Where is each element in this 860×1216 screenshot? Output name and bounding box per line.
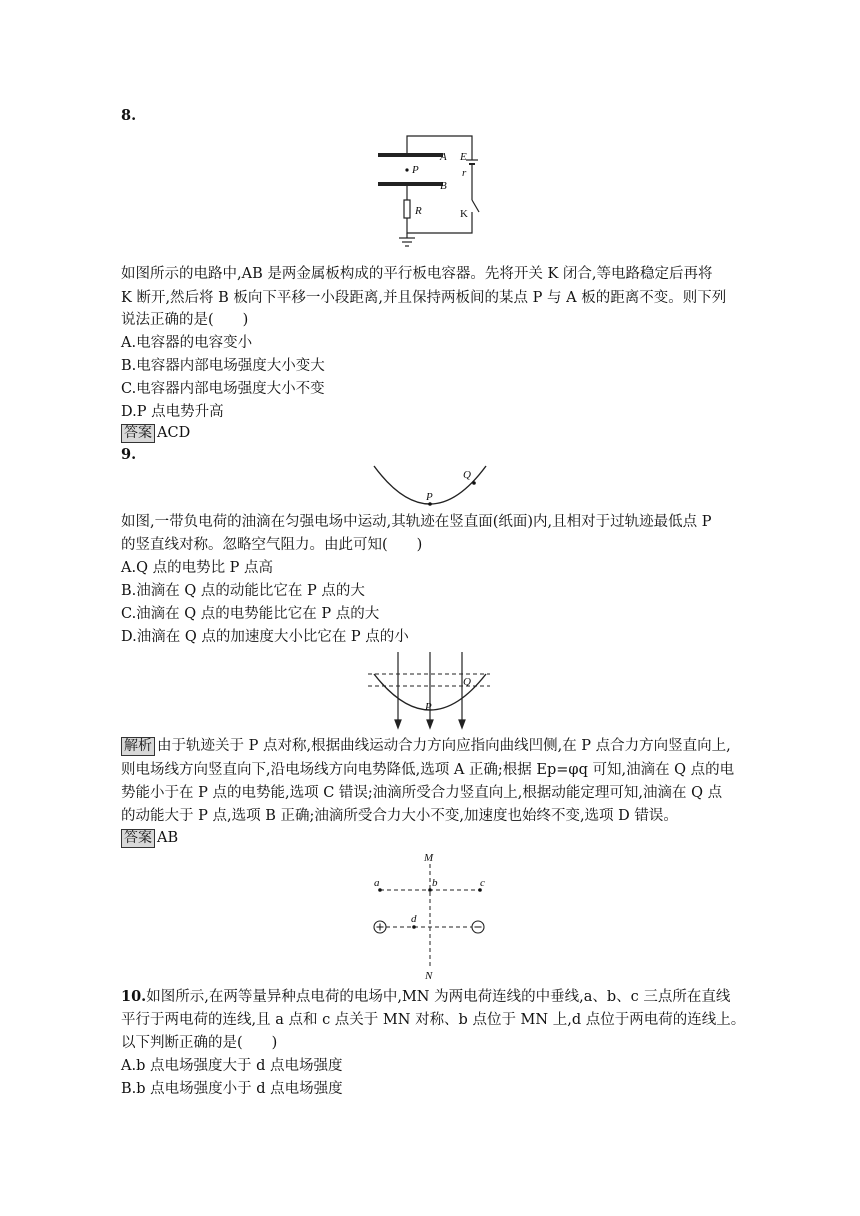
q8-option-a: A.电容器的电容变小 — [121, 335, 253, 351]
label-c: c — [480, 877, 485, 889]
q8-stem-line-2: K 断开,然后将 B 板向下平移一小段距离,并且保持两板间的某点 P 与 A 板的距离不变。则下列 — [121, 290, 727, 306]
q9-option-d: D.油滴在 Q 点的加速度大小比它在 P 点的小 — [121, 629, 409, 645]
q9-field-lines-figure — [368, 650, 493, 730]
label-q: Q — [463, 469, 471, 481]
q8-number: 8. — [121, 107, 137, 124]
q8-circuit-figure — [370, 130, 485, 252]
q8-answer — [121, 423, 190, 443]
q10-dipole-figure — [368, 850, 498, 980]
point-q — [472, 481, 476, 485]
label-a: a — [374, 877, 380, 889]
q9-option-c: C.油滴在 Q 点的电势能比它在 P 点的大 — [121, 606, 380, 622]
plate-a — [378, 153, 443, 157]
label-b: B — [440, 180, 447, 192]
q9-answer — [121, 828, 178, 848]
label-a: A — [440, 151, 447, 163]
q8-option-d: D.P 点电势升高 — [121, 404, 224, 420]
answer-tag: 答案 — [121, 424, 155, 443]
q9-analysis-line-2: 则电场线方向竖直向下,沿电场线方向电势降低,选项 A 正确;根据 Ep=φq 可知,油滴在 Q 点的电 — [121, 762, 735, 778]
field-line-arrows — [395, 652, 465, 728]
label-d: d — [411, 913, 417, 925]
q9-option-b: B.油滴在 Q 点的动能比它在 P 点的大 — [121, 583, 365, 599]
label-e: E — [460, 151, 467, 163]
q10-stem-text-1: 如图所示,在两等量异种点电荷的电场中,MN 为两电荷连线的中垂线,a、b、c 三点所在直线 — [146, 989, 731, 1005]
q8-option-b: B.电容器内部电场强度大小变大 — [121, 358, 325, 374]
point-p — [405, 168, 408, 171]
q8-stem-line-1: 如图所示的电路中,AB 是两金属板构成的平行板电容器。先将开关 K 闭合,等电路稳定后再将 — [121, 266, 713, 282]
q10-stem-line-2: 平行于两电荷的连线,且 a 点和 c 点关于 MN 对称、b 点位于 MN 上,d 点位于两电荷的连线上。 — [121, 1012, 746, 1028]
label-k: K — [460, 208, 468, 220]
answer-tag: 答案 — [121, 829, 155, 848]
q9-analysis-line-4: 的动能大于 P 点,选项 B 正确;油滴所受合力大小不变,加速度也始终不变,选项 D 错误。 — [121, 808, 678, 824]
label-n: N — [425, 970, 433, 980]
q9-option-a: A.Q 点的电势比 P 点高 — [121, 560, 274, 576]
label-m: M — [424, 852, 434, 864]
q9-stem-line-1: 如图,一带负电荷的油滴在匀强电场中运动,其轨迹在竖直面(纸面)内,且相对于过轨迹最低点 P — [121, 514, 712, 530]
switch-k — [472, 200, 479, 212]
label-p: P — [426, 491, 433, 503]
q10-option-b: B.b 点电场强度小于 d 点电场强度 — [121, 1081, 343, 1097]
label-p: P — [425, 701, 432, 713]
q10-stem-line-1 — [121, 987, 730, 1007]
q8-stem-line-3: 说法正确的是( ) — [121, 312, 249, 328]
label-p: P — [412, 164, 419, 176]
q10-option-a: A.b 点电场强度大于 d 点电场强度 — [121, 1058, 343, 1074]
q9-number: 9. — [121, 446, 137, 463]
point-d — [412, 925, 416, 929]
q10-number: 10. — [121, 988, 147, 1005]
analysis-text-1: 由于轨迹关于 P 点对称,根据曲线运动合力方向应指向曲线凹侧,在 P 点合力方向竖直向上, — [157, 738, 731, 754]
q9-analysis-line-3: 势能小于在 P 点的电势能,选项 C 错误;油滴所受合力竖直向上,根据动能定理可知,油滴在 Q 点 — [121, 785, 723, 801]
resistor-r — [404, 200, 410, 218]
plate-b — [378, 182, 443, 186]
label-q: Q — [463, 676, 471, 688]
q9-analysis-line-1 — [121, 736, 731, 756]
analysis-tag: 解析 — [121, 737, 155, 756]
q9-stem-line-2: 的竖直线对称。忽略空气阻力。由此可知( ) — [121, 537, 423, 553]
label-r: R — [415, 205, 422, 217]
q8-option-c: C.电容器内部电场强度大小不变 — [121, 381, 325, 397]
answer-value: ACD — [157, 425, 191, 441]
label-b: b — [432, 877, 438, 889]
q10-stem-line-3: 以下判断正确的是( ) — [121, 1035, 278, 1051]
label-r-internal: r — [462, 167, 467, 179]
answer-value: AB — [157, 830, 179, 846]
q9-trajectory-figure — [368, 462, 493, 512]
